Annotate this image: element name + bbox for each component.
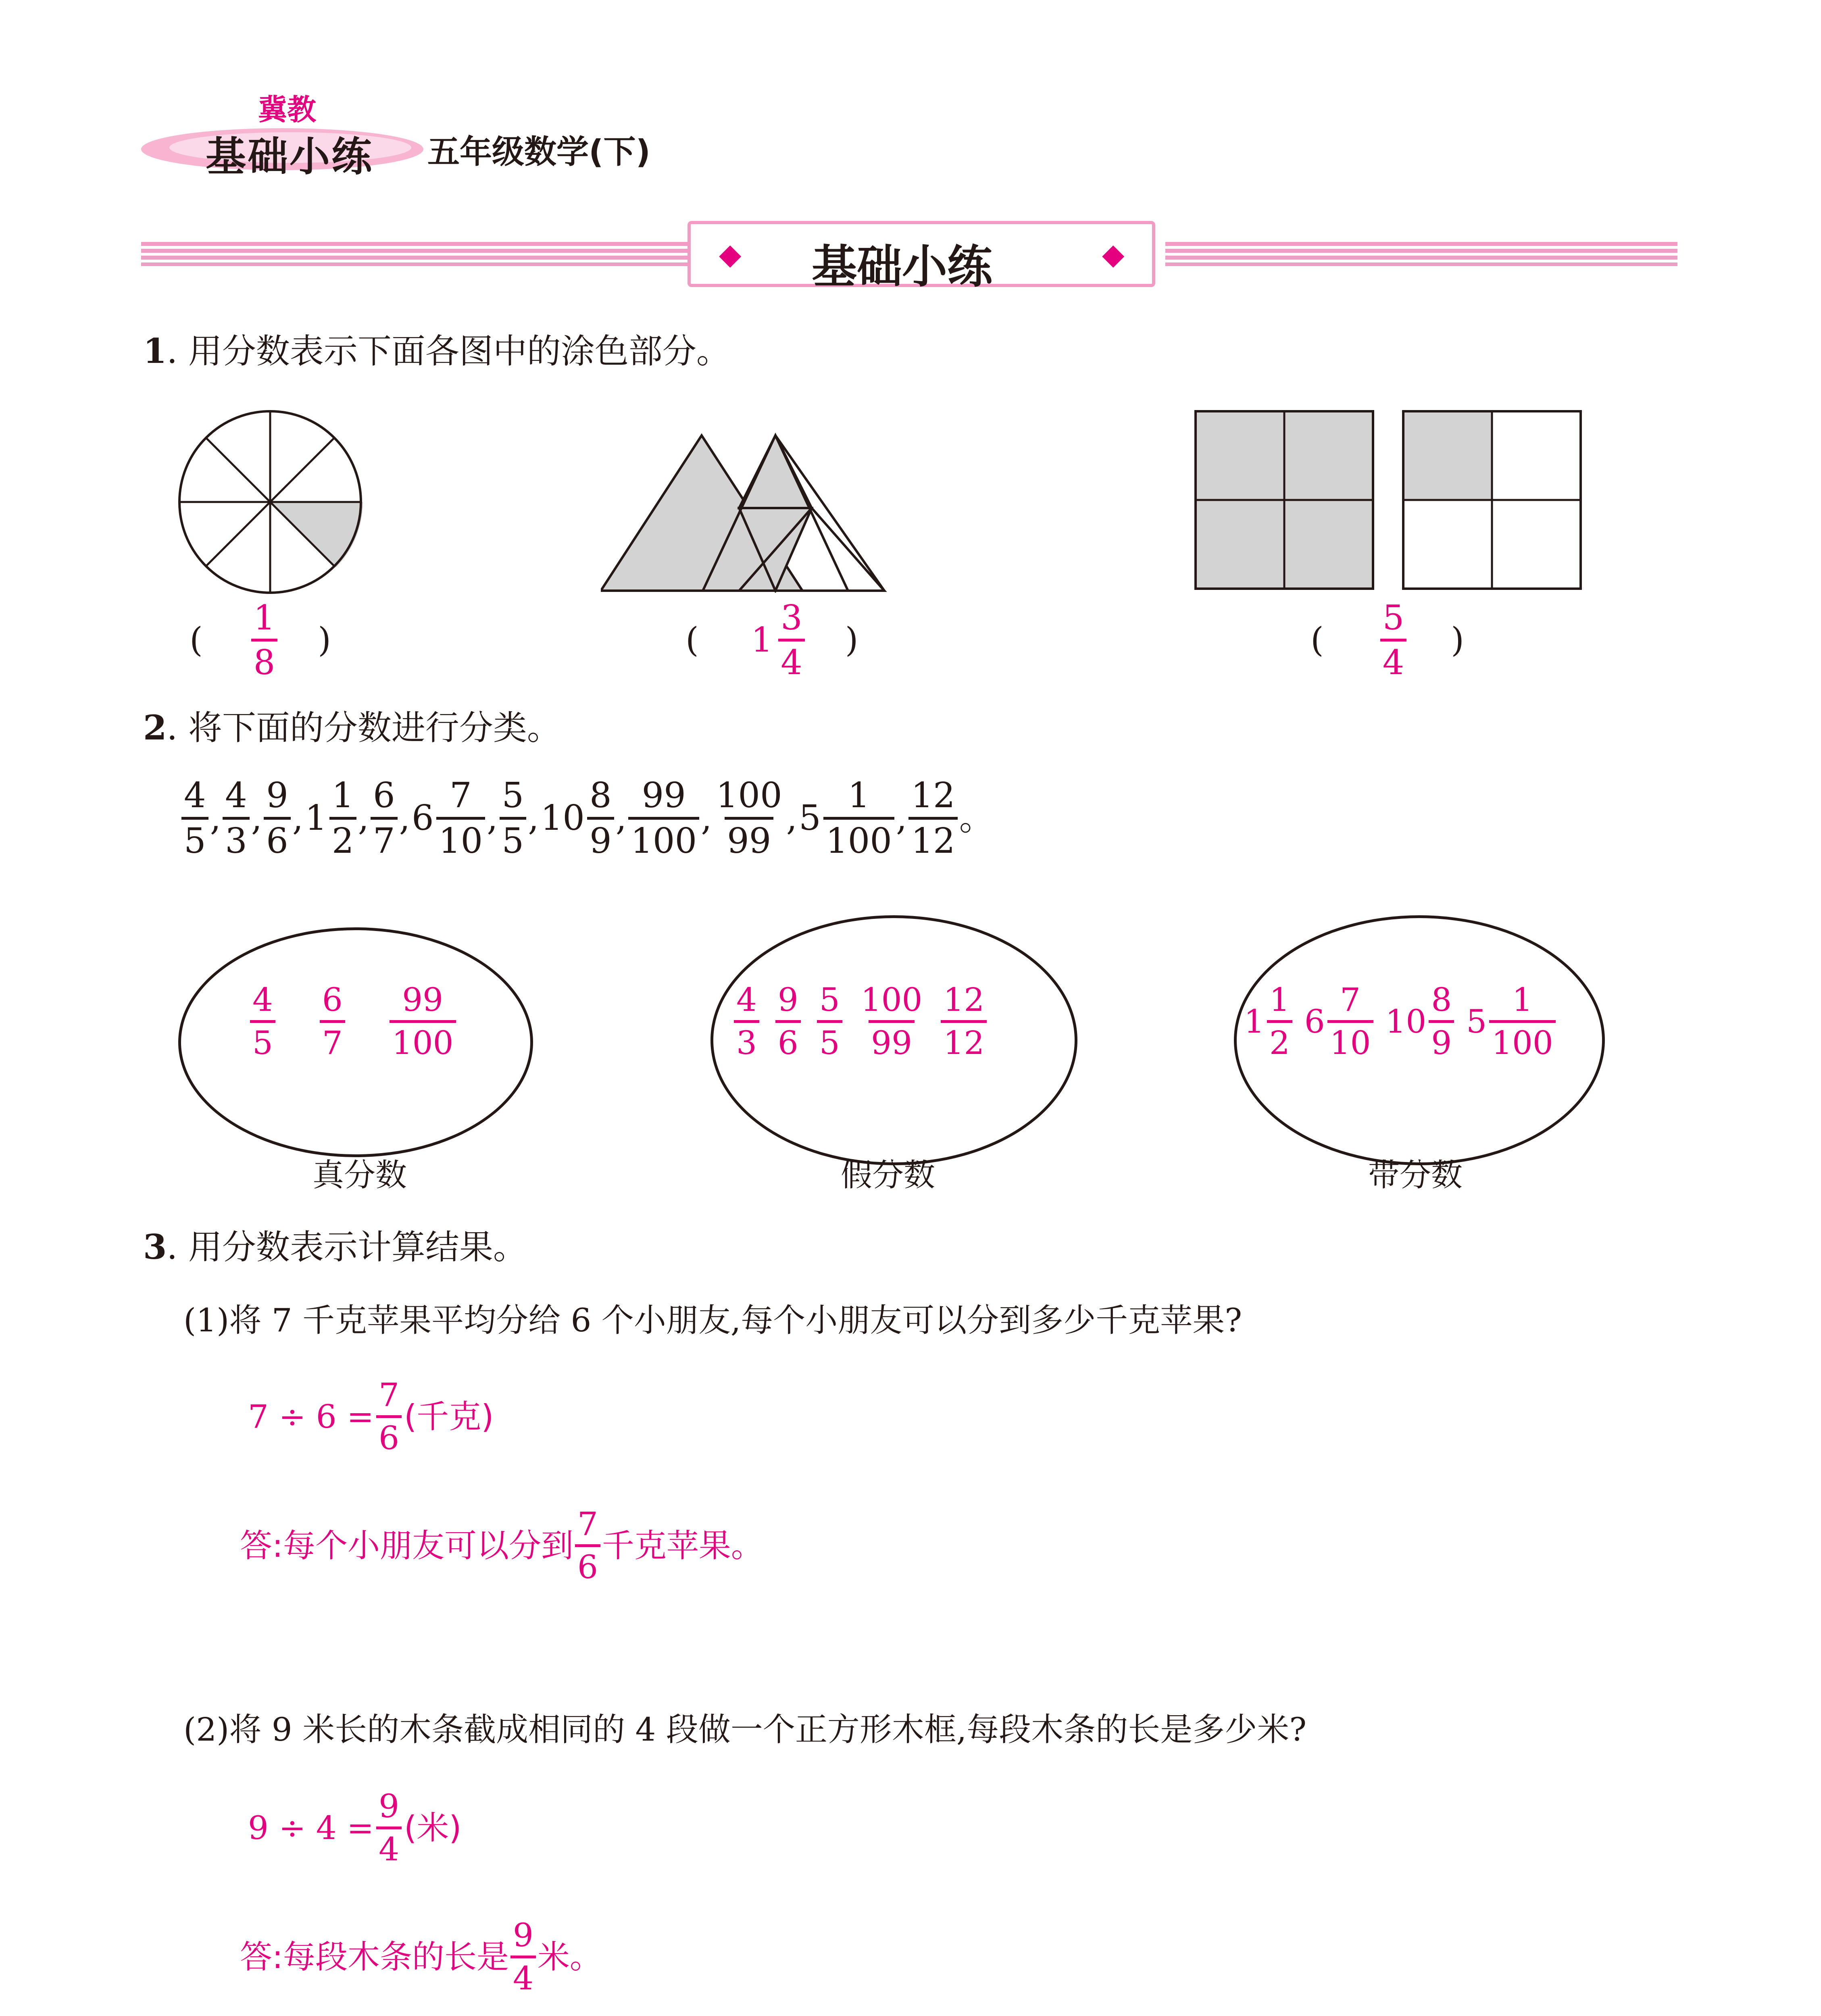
answer-fraction: $\frac{9}{4}$ (510, 1919, 536, 1995)
q1-prompt: 1. 用分数表示下面各图中的涂色部分。 (143, 331, 730, 371)
q3-sub1-question: (1)将 7 千克苹果平均分给 6 个小朋友,每个小朋友可以分到多少千克苹果? (183, 1302, 1242, 1339)
fraction-stack (775, 981, 801, 1062)
denominator: 9 (587, 817, 614, 858)
group-improper-label: 假分数 (841, 1157, 936, 1193)
publisher-mark: 冀教 (258, 93, 317, 127)
numerator: 8 (1431, 981, 1452, 1018)
numerator: 9 (777, 981, 798, 1018)
q2-text: 将下面的分数进行分类。 (188, 708, 561, 748)
separator: , (292, 798, 304, 838)
equation-fraction: $\frac{7}{6}$ (376, 1379, 402, 1454)
q3-sub1-answer: 答:每个小朋友可以分到 $\frac{7}{6}$ 千克苹果。 (240, 1505, 763, 1586)
q2-fraction-item (908, 775, 957, 861)
denominator: 3 (223, 817, 250, 858)
whole-part: 5 (799, 798, 821, 838)
group-fraction-item (1385, 981, 1454, 1062)
diamond-right-icon: ◆ (1102, 237, 1125, 271)
answer-fraction: $\frac{3}{4}$ (778, 601, 804, 679)
q3-text: 用分数表示计算结果。 (188, 1227, 527, 1267)
diamond-left-icon: ◆ (719, 237, 742, 271)
denominator: 10 (436, 817, 485, 858)
numerator: 7 (450, 775, 472, 816)
fraction-stack (500, 775, 527, 861)
fraction-stack (181, 775, 208, 861)
group-fraction-item (817, 981, 842, 1062)
q3-sub2-answer: 答:每段木条的长是 $\frac{9}{4}$ 米。 (240, 1916, 602, 1997)
whole-part: 1 (1244, 1003, 1265, 1040)
denominator: 12 (941, 1020, 987, 1059)
numerator: 8 (590, 775, 612, 816)
denominator: 5 (817, 1020, 842, 1059)
fraction-stack (823, 775, 894, 861)
denominator: 5 (500, 817, 527, 858)
numerator: 4 (184, 775, 206, 816)
q2-fraction-item (264, 775, 291, 861)
denominator: 5 (181, 817, 208, 858)
equation-fraction: $\frac{9}{4}$ (376, 1790, 402, 1866)
fraction-stack (223, 775, 250, 861)
numerator: 1 (331, 775, 354, 816)
numerator: 1 (848, 775, 870, 816)
numerator: 4 (252, 981, 273, 1018)
whole-part: 5 (1466, 1003, 1487, 1040)
q3-sub2-equation: 9 ÷ 4 = $\frac{9}{4}$ (米) (248, 1787, 462, 1868)
answer-fraction: $\frac{7}{6}$ (575, 1508, 600, 1583)
separator: , (615, 798, 627, 838)
separator: , (358, 798, 369, 838)
numerator: 99 (642, 775, 686, 816)
q2-fraction-item (714, 775, 785, 861)
denominator: 10 (1327, 1020, 1373, 1059)
whole-part: 6 (1304, 1003, 1325, 1040)
fraction-stack (436, 775, 485, 861)
q1-circle-figure (177, 409, 363, 595)
q2-fraction-item (223, 775, 250, 861)
q3-sub2-question: (2)将 9 米长的木条截成相同的 4 段做一个正方形木框,每段木条的长是多少米? (183, 1711, 1307, 1748)
denominator: 100 (390, 1020, 456, 1059)
group-fraction-item (320, 981, 345, 1062)
denominator: 99 (869, 1020, 915, 1059)
whole-part: 10 (1385, 1003, 1427, 1040)
fraction-stack (734, 981, 759, 1062)
group-fraction-item (1244, 981, 1292, 1062)
numerator: 4 (225, 775, 247, 816)
q1-answer-1: ( $\frac{1}{8}$ ) (190, 598, 331, 682)
separator: , (487, 798, 498, 838)
fraction-stack (390, 981, 456, 1062)
denominator: 5 (250, 1020, 275, 1059)
numerator: 4 (736, 981, 757, 1018)
fraction-stack (250, 981, 275, 1062)
q3-sub1-equation: 7 ÷ 6 = $\frac{7}{6}$ (千克) (248, 1376, 494, 1457)
denominator: 2 (1267, 1020, 1292, 1059)
denominator: 99 (725, 817, 773, 858)
separator: , (528, 798, 539, 838)
numerator: 1 (1269, 981, 1290, 1018)
group-mixed-items (1244, 981, 1568, 1062)
fraction-stack (858, 981, 925, 1062)
banner-title: 基础小练 (812, 241, 992, 293)
fraction-stack (371, 775, 398, 861)
answer-fraction: $\frac{5}{4}$ (1380, 601, 1406, 679)
book-title: 五年级数学(下) (427, 133, 651, 171)
fraction-stack (941, 981, 987, 1062)
group-fraction-item (858, 981, 925, 1062)
numerator: 5 (819, 981, 840, 1018)
separator: 。 (959, 798, 994, 838)
fraction-stack (908, 775, 957, 861)
separator: , (399, 798, 410, 838)
q2-fraction-item (799, 775, 894, 861)
fraction-stack (1489, 981, 1556, 1062)
shaded-sector-fill (270, 502, 363, 568)
separator: , (251, 798, 263, 838)
group-mixed-label: 带分数 (1368, 1157, 1463, 1193)
numerator: 1 (1512, 981, 1533, 1018)
numerator: 100 (716, 775, 782, 816)
fraction-stack (1429, 981, 1454, 1062)
denominator: 6 (264, 817, 291, 858)
denominator: 3 (734, 1020, 759, 1059)
separator: , (896, 798, 907, 838)
brand-title: 基础小练 (206, 133, 373, 180)
group-fraction-item (390, 981, 456, 1062)
fraction-stack (628, 775, 699, 861)
q1-squares-figure (1194, 407, 1597, 593)
q2-fraction-item (628, 775, 699, 861)
fraction-stack (1327, 981, 1373, 1062)
group-improper-items (734, 981, 1003, 1062)
numerator: 9 (266, 775, 288, 816)
group-fraction-item (250, 981, 275, 1062)
banner-stripe-left (141, 242, 690, 266)
group-fraction-item (1304, 981, 1373, 1062)
q1-number: 1 (143, 331, 167, 371)
denominator: 7 (320, 1020, 345, 1059)
q2-fraction-item (181, 775, 208, 861)
numerator: 99 (402, 981, 444, 1018)
group-fraction-item (1466, 981, 1556, 1062)
numerator: 12 (943, 981, 985, 1018)
denominator: 9 (1429, 1020, 1454, 1059)
q1-triangles-figure (601, 431, 956, 593)
denominator: 12 (908, 817, 957, 858)
q2-fraction-item (305, 775, 356, 861)
q2-fraction-item (540, 775, 614, 861)
fraction-stack (817, 981, 842, 1062)
q2-prompt: 2. 将下面的分数进行分类。 (143, 708, 561, 748)
banner-box (688, 221, 1155, 293)
fraction-stack (320, 981, 345, 1062)
numerator: 7 (1340, 981, 1361, 1018)
header (137, 81, 702, 185)
answer-fraction: $\frac{1}{8}$ (251, 601, 277, 679)
q1-text: 用分数表示下面各图中的涂色部分。 (188, 331, 730, 371)
separator: , (786, 798, 798, 838)
separator: , (701, 798, 712, 838)
q1-answer-2: ( 1 $\frac{3}{4}$ ) (685, 598, 858, 682)
q2-fraction-item (371, 775, 398, 861)
fraction-stack (587, 775, 614, 861)
separator: , (210, 798, 221, 838)
fraction-stack (264, 775, 291, 861)
fraction-stack (1267, 981, 1292, 1062)
denominator: 2 (329, 817, 356, 858)
group-fraction-item (734, 981, 759, 1062)
group-proper-items (250, 981, 500, 1062)
numerator: 5 (502, 775, 524, 816)
numerator: 12 (911, 775, 955, 816)
q2-number: 2 (143, 708, 167, 748)
q1-answer-3: ( $\frac{5}{4}$ ) (1311, 598, 1465, 682)
denominator: 7 (371, 817, 398, 858)
banner-stripe-right (1165, 242, 1677, 266)
denominator: 6 (775, 1020, 801, 1059)
whole-part: 10 (540, 798, 585, 838)
q2-fraction-item (500, 775, 527, 861)
numerator: 6 (373, 775, 395, 816)
fraction-stack (714, 775, 785, 861)
numerator: 100 (860, 981, 923, 1018)
whole-part: 6 (412, 798, 434, 838)
group-fraction-item (941, 981, 987, 1062)
numerator: 6 (322, 981, 343, 1018)
denominator: 100 (1489, 1020, 1556, 1059)
group-fraction-item (775, 981, 801, 1062)
group-proper-label: 真分数 (313, 1157, 407, 1193)
q3-number: 3 (143, 1227, 167, 1267)
denominator: 100 (823, 817, 894, 858)
answer-whole: 1 (751, 620, 773, 660)
q3-prompt: 3. 用分数表示计算结果。 (143, 1227, 527, 1267)
q2-fraction-list (181, 775, 996, 861)
q2-fraction-item (412, 775, 485, 861)
fraction-stack (329, 775, 356, 861)
whole-part: 1 (305, 798, 327, 838)
denominator: 100 (628, 817, 699, 858)
